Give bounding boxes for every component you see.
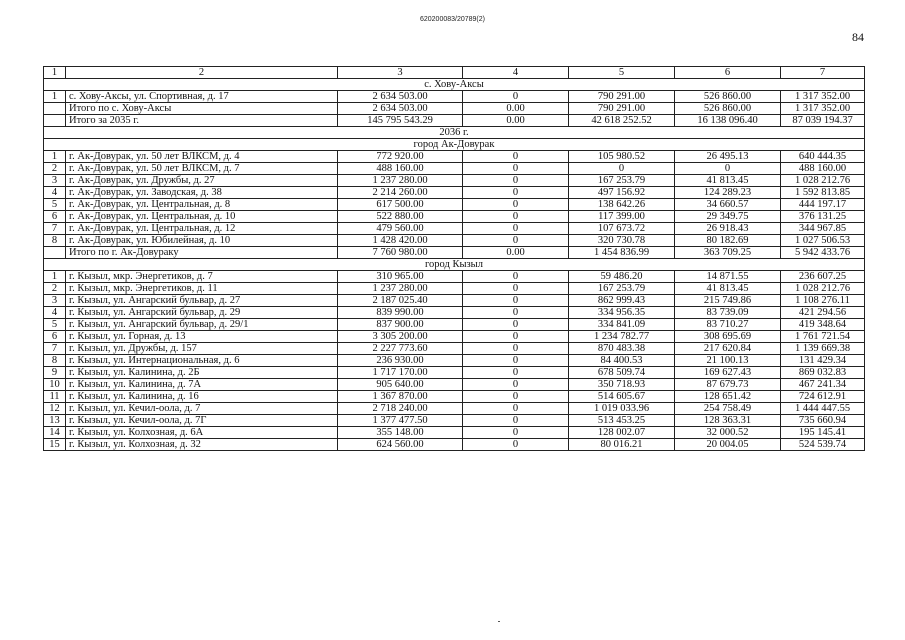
table-cell: 837 900.00 xyxy=(338,319,463,331)
table-row xyxy=(44,367,865,379)
table-cell: 87 679.73 xyxy=(675,379,781,391)
table-cell: 2 634 503.00 xyxy=(338,91,463,103)
table-cell: 862 999.43 xyxy=(569,295,675,307)
section-header-row xyxy=(44,127,865,139)
table-cell: 1 592 813.85 xyxy=(781,187,865,199)
table-cell xyxy=(44,103,66,115)
table-cell: 11 xyxy=(44,391,66,403)
table-cell: 421 294.56 xyxy=(781,307,865,319)
table-row xyxy=(44,175,865,187)
column-header-row xyxy=(44,67,865,79)
table-cell: 1 761 721.54 xyxy=(781,331,865,343)
table-cell: 0 xyxy=(463,355,569,367)
section-title: город Ак-Довурак xyxy=(44,139,865,151)
table-cell: 0.00 xyxy=(463,103,569,115)
table-cell: 488 160.00 xyxy=(338,163,463,175)
table-cell: 839 990.00 xyxy=(338,307,463,319)
table-cell: 138 642.26 xyxy=(569,199,675,211)
table-cell: 195 145.41 xyxy=(781,427,865,439)
section-title: с. Хову-Аксы xyxy=(44,79,865,91)
table-cell: 1 428 420.00 xyxy=(338,235,463,247)
table-cell: 0.00 xyxy=(463,247,569,259)
table-cell: г. Ак-Довурак, ул. Центральная, д. 10 xyxy=(66,211,338,223)
table-cell: 344 967.85 xyxy=(781,223,865,235)
table-cell: 83 739.09 xyxy=(675,307,781,319)
table-cell: 419 348.64 xyxy=(781,319,865,331)
table-cell: 42 618 252.52 xyxy=(569,115,675,127)
table-cell: г. Кызыл, ул. Ангарский бульвар, д. 27 xyxy=(66,295,338,307)
table-cell: 7 760 980.00 xyxy=(338,247,463,259)
table-cell: 34 660.57 xyxy=(675,199,781,211)
table-cell: 0 xyxy=(463,367,569,379)
table-cell: 735 660.94 xyxy=(781,415,865,427)
column-header: 3 xyxy=(338,67,463,79)
table-cell: г. Ак-Довурак, ул. 50 лет ВЛКСМ, д. 7 xyxy=(66,163,338,175)
table-cell: г. Ак-Довурак, ул. Заводская, д. 38 xyxy=(66,187,338,199)
section-header-row xyxy=(44,79,865,91)
section-title: город Кызыл xyxy=(44,259,865,271)
table-cell xyxy=(44,115,66,127)
table-cell: г. Ак-Довурак, ул. 50 лет ВЛКСМ, д. 4 xyxy=(66,151,338,163)
table-cell: 363 709.25 xyxy=(675,247,781,259)
scan-speck xyxy=(498,621,500,622)
table-cell: 522 880.00 xyxy=(338,211,463,223)
table-cell: 15 xyxy=(44,439,66,451)
table-cell: 0 xyxy=(463,427,569,439)
table-cell: 0 xyxy=(463,415,569,427)
table-cell: 5 942 433.76 xyxy=(781,247,865,259)
table-cell: 0 xyxy=(463,379,569,391)
table-cell: 1 139 669.38 xyxy=(781,343,865,355)
table-cell: 83 710.27 xyxy=(675,319,781,331)
table-cell: 1 028 212.76 xyxy=(781,175,865,187)
table-cell: 41 813.45 xyxy=(675,175,781,187)
table-cell: 310 965.00 xyxy=(338,271,463,283)
table-cell: 87 039 194.37 xyxy=(781,115,865,127)
table-cell: 21 100.13 xyxy=(675,355,781,367)
cost-table xyxy=(43,66,865,451)
table-cell: 1 237 280.00 xyxy=(338,283,463,295)
table-cell: 0 xyxy=(463,151,569,163)
table-cell: 4 xyxy=(44,307,66,319)
table-cell: 624 560.00 xyxy=(338,439,463,451)
table-cell: г. Кызыл, ул. Дружбы, д. 157 xyxy=(66,343,338,355)
table-cell: 0 xyxy=(463,391,569,403)
table-cell: 0 xyxy=(463,235,569,247)
table-row xyxy=(44,283,865,295)
table-cell: 0 xyxy=(463,283,569,295)
table-cell: 14 871.55 xyxy=(675,271,781,283)
table-row xyxy=(44,403,865,415)
table-cell: 8 xyxy=(44,235,66,247)
table-cell: 26 918.43 xyxy=(675,223,781,235)
table-cell: 32 000.52 xyxy=(675,427,781,439)
table-row xyxy=(44,211,865,223)
table-cell: 124 289.23 xyxy=(675,187,781,199)
table-cell: 0 xyxy=(463,343,569,355)
table-row xyxy=(44,115,865,127)
table-cell: 1 237 280.00 xyxy=(338,175,463,187)
table-cell: 790 291.00 xyxy=(569,91,675,103)
column-header: 1 xyxy=(44,67,66,79)
page-number: 84 xyxy=(852,30,864,44)
table-cell: 524 539.74 xyxy=(781,439,865,451)
table-cell: 41 813.45 xyxy=(675,283,781,295)
table-cell: 334 841.09 xyxy=(569,319,675,331)
section-header-row xyxy=(44,259,865,271)
table-cell: 215 749.86 xyxy=(675,295,781,307)
table-cell: 479 560.00 xyxy=(338,223,463,235)
table-cell: 1 028 212.76 xyxy=(781,283,865,295)
table-cell: 526 860.00 xyxy=(675,103,781,115)
table-cell: 9 xyxy=(44,367,66,379)
table-cell: 488 160.00 xyxy=(781,163,865,175)
table-cell: 131 429.34 xyxy=(781,355,865,367)
table-cell: 1 717 170.00 xyxy=(338,367,463,379)
table-cell: 3 xyxy=(44,175,66,187)
table-cell: 107 673.72 xyxy=(569,223,675,235)
table-cell: 10 xyxy=(44,379,66,391)
table-cell: 0 xyxy=(463,187,569,199)
table-cell: г. Кызыл, ул. Кечил-оола, д. 7 xyxy=(66,403,338,415)
table-cell: 376 131.25 xyxy=(781,211,865,223)
table-cell: 12 xyxy=(44,403,66,415)
table-cell: 0 xyxy=(463,403,569,415)
table-cell: 217 620.84 xyxy=(675,343,781,355)
table-cell: 8 xyxy=(44,355,66,367)
table-cell: г. Кызыл, мкр. Энергетиков, д. 7 xyxy=(66,271,338,283)
table-cell: г. Кызыл, мкр. Энергетиков, д. 11 xyxy=(66,283,338,295)
table-cell: 0 xyxy=(463,295,569,307)
table-cell: 0 xyxy=(463,319,569,331)
table-cell: 145 795 543.29 xyxy=(338,115,463,127)
table-cell: 254 758.49 xyxy=(675,403,781,415)
table-cell: 1 xyxy=(44,271,66,283)
table-cell: Итого по г. Ак-Довураку xyxy=(66,247,338,259)
table-cell: Итого за 2035 г. xyxy=(66,115,338,127)
table-cell: с. Хову-Аксы, ул. Спортивная, д. 17 xyxy=(66,91,338,103)
table-cell: 167 253.79 xyxy=(569,283,675,295)
table-row xyxy=(44,91,865,103)
table-cell: 0 xyxy=(463,331,569,343)
table-cell: 2 634 503.00 xyxy=(338,103,463,115)
table-cell: 13 xyxy=(44,415,66,427)
column-header: 5 xyxy=(569,67,675,79)
table-cell: г. Кызыл, ул. Колхозная, д. 6А xyxy=(66,427,338,439)
table-cell: 1 377 477.50 xyxy=(338,415,463,427)
section-header-row xyxy=(44,139,865,151)
table-cell: 26 495.13 xyxy=(675,151,781,163)
table-cell: 3 305 200.00 xyxy=(338,331,463,343)
table-cell: 617 500.00 xyxy=(338,199,463,211)
table-cell: 236 930.00 xyxy=(338,355,463,367)
table-cell: 169 627.43 xyxy=(675,367,781,379)
table-cell: 1 027 506.53 xyxy=(781,235,865,247)
table-cell: 513 453.25 xyxy=(569,415,675,427)
table-cell: 0 xyxy=(463,211,569,223)
table-cell: 80 182.69 xyxy=(675,235,781,247)
table-cell: 1 367 870.00 xyxy=(338,391,463,403)
table-cell: 526 860.00 xyxy=(675,91,781,103)
table-cell: 0 xyxy=(463,91,569,103)
table-cell: 29 349.75 xyxy=(675,211,781,223)
table-cell: 5 xyxy=(44,319,66,331)
table-row xyxy=(44,427,865,439)
table-cell: г. Ак-Довурак, ул. Центральная, д. 12 xyxy=(66,223,338,235)
table-cell: 128 363.31 xyxy=(675,415,781,427)
table-row xyxy=(44,415,865,427)
table-row xyxy=(44,199,865,211)
table-cell: г. Кызыл, ул. Колхозная, д. 32 xyxy=(66,439,338,451)
table-row xyxy=(44,331,865,343)
table-row xyxy=(44,151,865,163)
table-cell: 1 444 447.55 xyxy=(781,403,865,415)
table-cell: 2 xyxy=(44,283,66,295)
table-row xyxy=(44,247,865,259)
column-header: 4 xyxy=(463,67,569,79)
section-title: 2036 г. xyxy=(44,127,865,139)
table-row xyxy=(44,307,865,319)
table-row xyxy=(44,235,865,247)
table-cell: г. Кызыл, ул. Ангарский бульвар, д. 29 xyxy=(66,307,338,319)
table-cell: 2 187 025.40 xyxy=(338,295,463,307)
table-cell: 869 032.83 xyxy=(781,367,865,379)
table-cell: 0 xyxy=(463,307,569,319)
table-cell: 0 xyxy=(463,439,569,451)
table-cell: 1 317 352.00 xyxy=(781,103,865,115)
table-cell: г. Кызыл, ул. Ангарский бульвар, д. 29/1 xyxy=(66,319,338,331)
table-cell: 0 xyxy=(569,163,675,175)
table-cell: 790 291.00 xyxy=(569,103,675,115)
table-cell: 1 xyxy=(44,151,66,163)
table-cell: 0.00 xyxy=(463,115,569,127)
table-cell: 0 xyxy=(463,163,569,175)
table-row xyxy=(44,439,865,451)
table-row xyxy=(44,343,865,355)
table-cell: 444 197.17 xyxy=(781,199,865,211)
table-row xyxy=(44,223,865,235)
table-cell: 1 xyxy=(44,91,66,103)
table-cell: 5 xyxy=(44,199,66,211)
column-header: 6 xyxy=(675,67,781,79)
document-id: 620200083/20789(2) xyxy=(419,16,485,23)
table-body xyxy=(44,79,865,451)
table-cell: г. Кызыл, ул. Кечил-оола, д. 7Г xyxy=(66,415,338,427)
table-cell: 308 695.69 xyxy=(675,331,781,343)
table-cell: 2 xyxy=(44,163,66,175)
table-cell: г. Ак-Довурак, ул. Юбилейная, д. 10 xyxy=(66,235,338,247)
table-cell: 84 400.53 xyxy=(569,355,675,367)
table-cell: 6 xyxy=(44,211,66,223)
table-cell: 905 640.00 xyxy=(338,379,463,391)
column-header: 7 xyxy=(781,67,865,79)
table-cell: 0 xyxy=(675,163,781,175)
table-cell: 2 718 240.00 xyxy=(338,403,463,415)
table-cell: 117 399.00 xyxy=(569,211,675,223)
table-row xyxy=(44,103,865,115)
table-cell: 514 605.67 xyxy=(569,391,675,403)
table-cell: 640 444.35 xyxy=(781,151,865,163)
table-cell: 59 486.20 xyxy=(569,271,675,283)
table-cell: г. Кызыл, ул. Калинина, д. 16 xyxy=(66,391,338,403)
table-cell: 236 607.25 xyxy=(781,271,865,283)
table-cell: 167 253.79 xyxy=(569,175,675,187)
table-cell: 497 156.92 xyxy=(569,187,675,199)
table-cell: 1 108 276.11 xyxy=(781,295,865,307)
table-row xyxy=(44,355,865,367)
table-cell: 678 509.74 xyxy=(569,367,675,379)
table-cell: 128 002.07 xyxy=(569,427,675,439)
table-row xyxy=(44,319,865,331)
table-cell: 1 317 352.00 xyxy=(781,91,865,103)
table-cell: 724 612.91 xyxy=(781,391,865,403)
table-cell: 870 483.38 xyxy=(569,343,675,355)
table-cell: 6 xyxy=(44,331,66,343)
table-cell: г. Кызыл, ул. Калинина, д. 2Б xyxy=(66,367,338,379)
table-cell: 14 xyxy=(44,427,66,439)
table-cell: 7 xyxy=(44,343,66,355)
table-cell: 2 214 260.00 xyxy=(338,187,463,199)
table-cell: 772 920.00 xyxy=(338,151,463,163)
table-cell: 4 xyxy=(44,187,66,199)
table-row xyxy=(44,271,865,283)
table-row xyxy=(44,295,865,307)
column-header: 2 xyxy=(66,67,338,79)
table-row xyxy=(44,379,865,391)
table-cell: 3 xyxy=(44,295,66,307)
table-cell: г. Кызыл, ул. Калинина, д. 7А xyxy=(66,379,338,391)
table-cell: 105 980.52 xyxy=(569,151,675,163)
table-cell: 16 138 096.40 xyxy=(675,115,781,127)
table-cell: 20 004.05 xyxy=(675,439,781,451)
table-cell: 0 xyxy=(463,271,569,283)
table-cell: 128 651.42 xyxy=(675,391,781,403)
table-cell: 7 xyxy=(44,223,66,235)
table-row xyxy=(44,187,865,199)
table-cell: г. Ак-Довурак, ул. Центральная, д. 8 xyxy=(66,199,338,211)
table-cell: 1 019 033.96 xyxy=(569,403,675,415)
table-cell: 350 718.93 xyxy=(569,379,675,391)
table-cell: 320 730.78 xyxy=(569,235,675,247)
table-row xyxy=(44,163,865,175)
table-cell: 1 234 782.77 xyxy=(569,331,675,343)
table-cell: 1 454 836.99 xyxy=(569,247,675,259)
table-cell: 334 956.35 xyxy=(569,307,675,319)
table-cell: Итого по с. Хову-Аксы xyxy=(66,103,338,115)
table-cell: 0 xyxy=(463,223,569,235)
table-row xyxy=(44,391,865,403)
table-cell xyxy=(44,247,66,259)
table-cell: 0 xyxy=(463,175,569,187)
table-cell: 80 016.21 xyxy=(569,439,675,451)
table-cell: г. Ак-Довурак, ул. Дружбы, д. 27 xyxy=(66,175,338,187)
table-cell: 467 241.34 xyxy=(781,379,865,391)
table-cell: 0 xyxy=(463,199,569,211)
table-cell: 2 227 773.60 xyxy=(338,343,463,355)
table-cell: г. Кызыл, ул. Горная, д. 13 xyxy=(66,331,338,343)
table-cell: г. Кызыл, ул. Интернациональная, д. 6 xyxy=(66,355,338,367)
table-cell: 355 148.00 xyxy=(338,427,463,439)
